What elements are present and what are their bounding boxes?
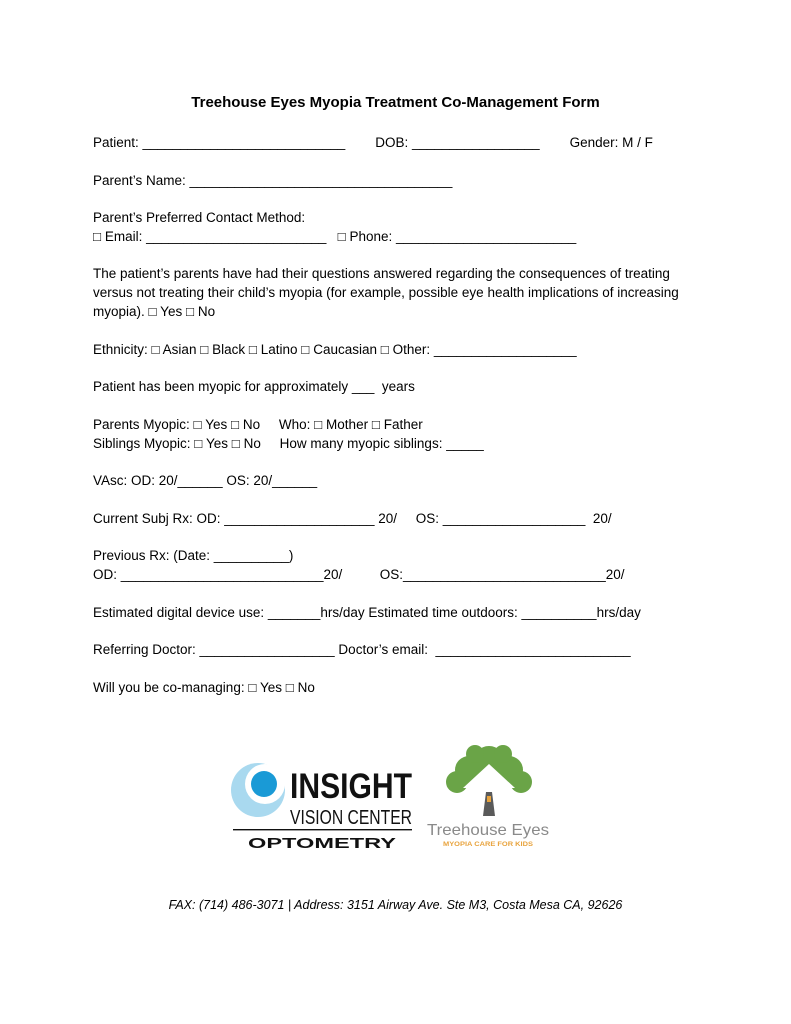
previous-rx-date-line[interactable]: Previous Rx: (Date: __________)	[93, 548, 294, 563]
vasc-line[interactable]: VAsc: OD: 20/______ OS: 20/______	[93, 473, 318, 488]
vision-center-wordmark: VISION CENTER	[290, 807, 412, 829]
patient-dob-gender-line[interactable]: Patient: ___________________________ DOB: _________________ Gender: M / F	[93, 135, 653, 150]
parents-myopic-line[interactable]: Parents Myopic: □ Yes □ No Who: □ Mother □ Father	[93, 417, 423, 432]
referring-doctor-line[interactable]: Referring Doctor: __________________ Doctor’s email: __________________________	[93, 642, 631, 657]
insight-divider	[233, 829, 412, 830]
current-rx-line[interactable]: Current Subj Rx: OD: ____________________ 20/ OS: ___________________ 20/	[93, 511, 612, 526]
footer-contact-info: FAX: (714) 486-3071 | Address: 3151 Airway Ave. Ste M3, Costa Mesa CA, 92626	[168, 898, 623, 912]
parent-name-line[interactable]: Parent’s Name: ___________________________________	[93, 173, 453, 188]
ethnicity-line[interactable]: Ethnicity: □ Asian □ Black □ Latino □ Caucasian □ Other: ___________________	[93, 342, 577, 357]
myopic-years-line[interactable]: Patient has been myopic for approximately ___ years	[93, 379, 415, 394]
comanaging-line[interactable]: Will you be co-managing: □ Yes □ No	[93, 680, 315, 695]
insight-vision-center-logo	[230, 762, 415, 852]
insight-eye-icon	[251, 771, 277, 797]
consequences-question[interactable]: The patient’s parents have had their questions answered regarding the consequences of treating versus not treating their child’s myopia (for example, possible eye health implications of increasing myopia). □ Yes □ No	[93, 266, 679, 319]
house-window-icon	[487, 796, 491, 802]
previous-rx-od-os-line[interactable]: OD: ___________________________20/ OS:___________________________20/	[93, 567, 625, 582]
device-use-line[interactable]: Estimated digital device use: _______hrs/day Estimated time outdoors: __________hrs/day	[93, 605, 641, 620]
treehouse-tagline: MYOPIA CARE FOR KIDS	[443, 841, 534, 848]
insight-wordmark: INSIGHT	[290, 767, 412, 806]
treehouse-eyes-logo	[425, 740, 555, 850]
contact-method-label: Parent’s Preferred Contact Method:	[93, 210, 306, 225]
treehouse-eyes-wordmark: Treehouse Eyes	[427, 822, 549, 839]
siblings-myopic-line[interactable]: Siblings Myopic: □ Yes □ No How many myopic siblings: _____	[93, 436, 484, 451]
tree-trunk-icon	[483, 792, 495, 816]
form-title: Treehouse Eyes Myopia Treatment Co-Management Form	[191, 94, 600, 111]
contact-method-options[interactable]: □ Email: ________________________ □ Phone: ________________________	[93, 229, 577, 244]
optometry-wordmark: OPTOMETRY	[248, 835, 396, 852]
